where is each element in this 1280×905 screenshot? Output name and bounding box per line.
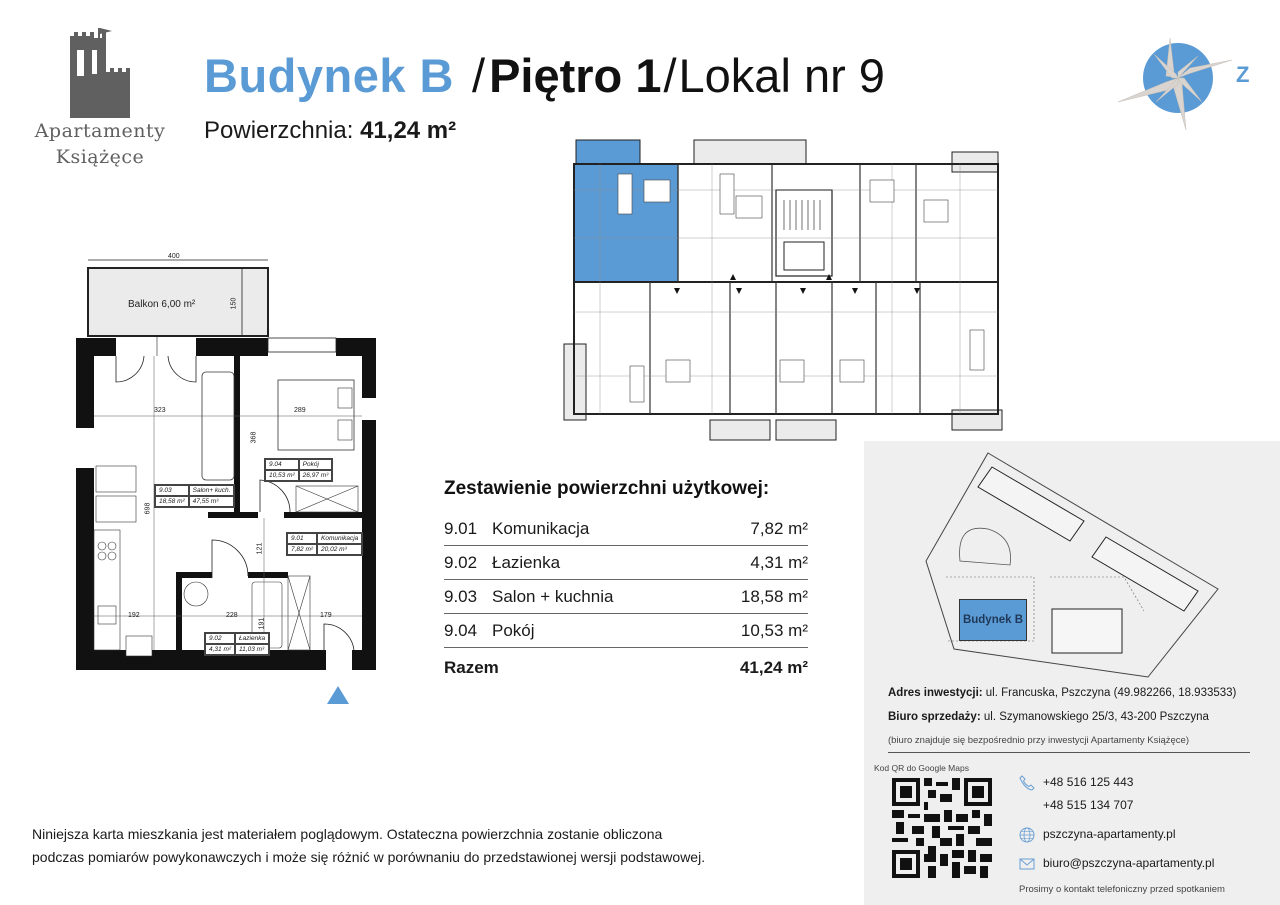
investment-info <box>888 681 1258 753</box>
room-volume: 47,55 m³ <box>189 496 235 507</box>
compass-rose-icon <box>1110 32 1240 132</box>
room-name: Salon+ kuch. <box>189 485 235 496</box>
room-tag-salon <box>154 484 235 508</box>
room-volume: 20,02 m³ <box>317 544 362 555</box>
room-area: 10,53 m² <box>265 470 299 481</box>
contact-note: Prosimy o kontakt telefoniczny przed spotkaniem <box>1019 884 1225 895</box>
logo-text-line1: Apartamenty <box>34 120 166 142</box>
disclaimer-line1: Niniejsza karta mieszkania jest materiałem poglądowym. Ostateczna powierzchnia zostanie obliczona <box>32 826 663 842</box>
room-name: Komunikacja <box>317 533 362 544</box>
email-row <box>1019 852 1269 875</box>
envelope-icon <box>1019 856 1035 872</box>
logo-text-line2: Książęce <box>55 146 145 168</box>
building-floor-plan <box>540 130 1010 445</box>
title-separator: / <box>472 49 486 102</box>
qr-code-icon[interactable] <box>890 778 994 878</box>
title-separator: / <box>663 49 677 102</box>
disclaimer <box>32 823 812 869</box>
email-link[interactable]: biuro@pszczyna-apartamenty.pl <box>1043 856 1215 870</box>
globe-icon <box>1019 827 1035 843</box>
room-area: 7,82 m² <box>750 518 808 538</box>
address-line <box>888 681 1258 705</box>
phone-icon <box>1019 775 1035 791</box>
area-summary <box>204 117 456 145</box>
area-summary-table <box>444 478 808 688</box>
building-plan-drawing <box>540 130 1010 445</box>
area-label: Powierzchnia: <box>204 117 354 144</box>
dim-room-depth: 368 <box>250 431 258 444</box>
summary-title: Zestawienie powierzchni użytkowej: <box>444 478 770 499</box>
compass <box>1110 32 1260 122</box>
room-num: 9.02 <box>205 633 235 644</box>
dim-bath-width: 228 <box>226 612 238 619</box>
room-num: 9.03 <box>155 485 189 496</box>
entrance-arrow-icon <box>327 686 349 704</box>
total-label: Razem <box>444 658 499 677</box>
website-row <box>1019 823 1269 846</box>
address-value: ul. Francuska, Pszczyna (49.982266, 18.933533) <box>982 687 1237 699</box>
area-value: 41,24 m² <box>360 117 457 144</box>
room-name: Salon + kuchnia <box>492 586 614 606</box>
table-row <box>444 580 808 614</box>
disclaimer-line2: podczas pomiarów powykonawczych i może się różnić w porównaniu do przedstawionej wersji podstawowej. <box>32 849 706 865</box>
site-map <box>864 441 1280 681</box>
building-b-highlight: Budynek B <box>959 599 1027 641</box>
room-area: 18,58 m² <box>740 586 808 606</box>
room-number: 9.02 <box>444 552 478 572</box>
floor-name: Piętro 1 <box>489 49 662 102</box>
room-number: 9.04 <box>444 620 478 640</box>
dim-hall-depth: 121 <box>256 542 264 555</box>
unit-name: Lokal nr 9 <box>678 49 885 102</box>
office-value: ul. Szymanowskiego 25/3, 43-200 Pszczyna <box>980 711 1209 723</box>
room-area: 10,53 m² <box>740 620 808 640</box>
total-value: 41,24 m² <box>739 658 808 677</box>
office-note: (biuro znajduje się bezpośrednio przy inwestycji Apartamenty Książęce) <box>888 735 1189 746</box>
building-name: Budynek B <box>204 49 454 102</box>
dim-balcony-width: 400 <box>168 253 180 260</box>
room-volume: 11,03 m³ <box>235 644 269 655</box>
room-num: 9.04 <box>265 459 299 470</box>
dim-living-depth: 698 <box>144 502 152 515</box>
balcony-label: Balkon 6,00 m² <box>128 299 196 310</box>
address-label: Adres inwestycji: <box>888 687 983 699</box>
room-number: 9.01 <box>444 518 478 538</box>
qr-label: Kod QR do Google Maps <box>874 763 969 773</box>
phone-1[interactable]: +48 516 125 443 <box>1043 775 1134 789</box>
room-area: 7,82 m² <box>287 544 317 555</box>
site-map-drawing <box>864 441 1280 681</box>
phone-row <box>1019 771 1269 794</box>
info-panel <box>864 441 1280 905</box>
dim-balcony-depth: 150 <box>230 297 238 310</box>
dim-entry-width: 179 <box>320 612 332 619</box>
dim-room-width: 289 <box>294 407 306 414</box>
room-area: 18,58 m² <box>155 496 189 507</box>
divider <box>888 752 1250 753</box>
room-tag-komunikacja <box>286 532 363 556</box>
table-row <box>444 512 808 546</box>
room-number: 9.03 <box>444 586 478 606</box>
room-tag-lazienka <box>204 632 270 656</box>
contact-list <box>1019 771 1269 901</box>
north-label: Z <box>1236 62 1250 87</box>
phone-row-2 <box>1019 794 1269 817</box>
dim-living-width: 323 <box>154 407 166 414</box>
table-row <box>444 546 808 580</box>
page-title <box>204 44 885 108</box>
castle-tower-icon <box>68 28 130 118</box>
dim-bath-depth: 191 <box>258 617 266 630</box>
apartment-floor-plan <box>62 250 392 710</box>
dim-kitchen-width: 192 <box>128 612 140 619</box>
website-link[interactable]: pszczyna-apartamenty.pl <box>1043 827 1176 841</box>
table-total-row <box>444 648 808 688</box>
table-row <box>444 614 808 648</box>
room-num: 9.01 <box>287 533 317 544</box>
room-tag-pokoj <box>264 458 333 482</box>
office-label: Biuro sprzedaży: <box>888 711 981 723</box>
room-name: Pokój <box>299 459 333 470</box>
logo <box>20 20 180 175</box>
room-volume: 26,97 m³ <box>299 470 333 481</box>
room-area: 4,31 m² <box>750 552 808 572</box>
room-area: 4,31 m² <box>205 644 235 655</box>
room-name: Komunikacja <box>492 518 590 538</box>
office-line <box>888 705 1258 729</box>
room-name: Łazienka <box>235 633 269 644</box>
phone-2[interactable]: +48 515 134 707 <box>1043 798 1134 812</box>
room-name: Łazienka <box>492 552 561 572</box>
room-name: Pokój <box>492 620 535 640</box>
